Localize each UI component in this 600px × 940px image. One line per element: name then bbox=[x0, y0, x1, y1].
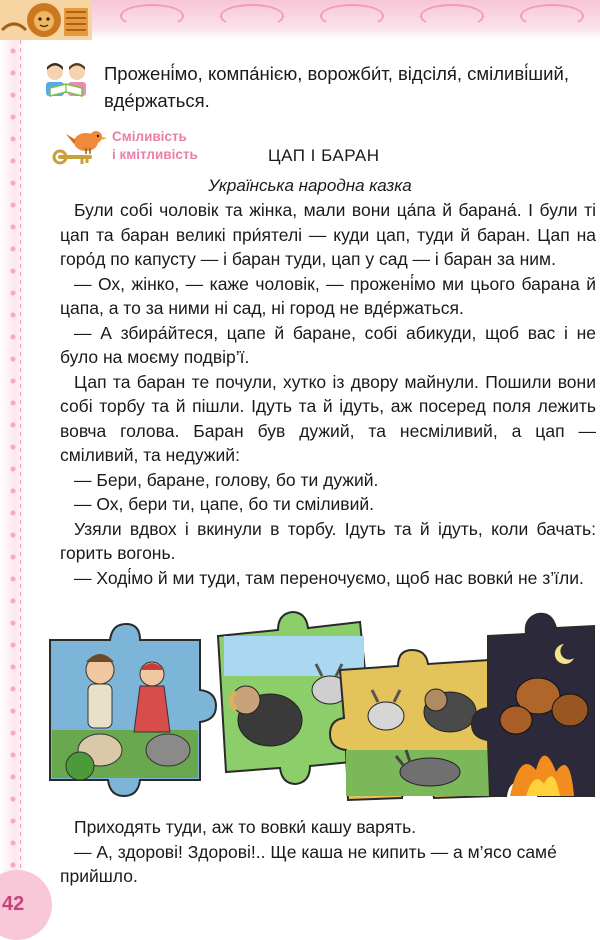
story-paragraph: Цап та баран те почули, хутко із двору майнули. Пошили вони собі торбу та й пішли. Ідуть та й ідуть, аж посеред поля лежить вовча голова. Баран був дужий, та несміливий, а цап — сміливий, та недужий: bbox=[60, 371, 596, 465]
story-paragraph: — А, здорові! Здорові!.. Ще каша не кипить — а м’ясо саме́ прийшло. bbox=[60, 841, 557, 886]
section-label-line1: Сміливість bbox=[112, 129, 187, 144]
story-ending bbox=[60, 815, 596, 889]
bird-with-key-icon bbox=[52, 128, 108, 168]
story-body bbox=[60, 198, 596, 590]
story-paragraph: — Ох, жінко, — каже чоловік, — прожені́мо ми цього барана й цапа, а то за ними ні сад, ні город не вде́ржаться. bbox=[60, 273, 596, 318]
story-paragraph: Приходять туди, аж то вовки́ кашу варять. bbox=[74, 817, 417, 837]
puzzle-piece-wolves-by-fire-night bbox=[472, 614, 594, 796]
section-label bbox=[112, 128, 252, 164]
section-label-line2: і кмітливість bbox=[112, 147, 198, 162]
left-ornamental-border bbox=[0, 40, 26, 880]
wave-ornament bbox=[220, 4, 284, 28]
puzzle-piece-man-and-woman bbox=[50, 624, 216, 796]
two-kids-reading-icon bbox=[40, 62, 92, 98]
wave-ornament bbox=[420, 4, 484, 28]
stressed-words-list: Прожені́мо, компа́нією, ворожби́т, відсіля́, сміливі́ший, вде́ржаться. bbox=[104, 63, 569, 111]
story-paragraph: — А збира́йтеся, цапе й баране, собі абикуди, щоб вас і не було на моєму подвір’ї. bbox=[60, 322, 596, 367]
story-paragraph: Були собі чоловік та жінка, мали вони ца́па й барана́. І були ті цап та баран великі при́ятелі — куди цап, туди й баран. Цап на горо́д по капусту — і баран туди, цап у сад — і баран за ним. bbox=[60, 200, 596, 269]
story-subtitle: Українська народна казка bbox=[208, 176, 412, 195]
wave-ornament bbox=[520, 4, 584, 28]
story-paragraph: — Бери, баране, голову, бо ти дужий. bbox=[74, 469, 379, 490]
story-paragraph: — Ох, бери ти, цапе, бо ти сміливий. bbox=[74, 494, 375, 514]
puzzle-illustration bbox=[40, 600, 600, 810]
story-paragraph: Узяли вдвох і вкинули в торбу. Ідуть та й ідуть, коли бачать: горить вогонь. bbox=[60, 518, 596, 563]
story-paragraph: — Ході́мо й ми туди, там переночуємо, щоб нас вовки́ не з’їли. bbox=[74, 567, 584, 588]
lion-corner-illustration bbox=[0, 0, 92, 40]
story-title: ЦАП І БАРАН bbox=[268, 146, 380, 165]
wave-ornament bbox=[320, 4, 384, 28]
wave-ornament bbox=[120, 4, 184, 28]
page-number: 42 bbox=[2, 893, 25, 915]
